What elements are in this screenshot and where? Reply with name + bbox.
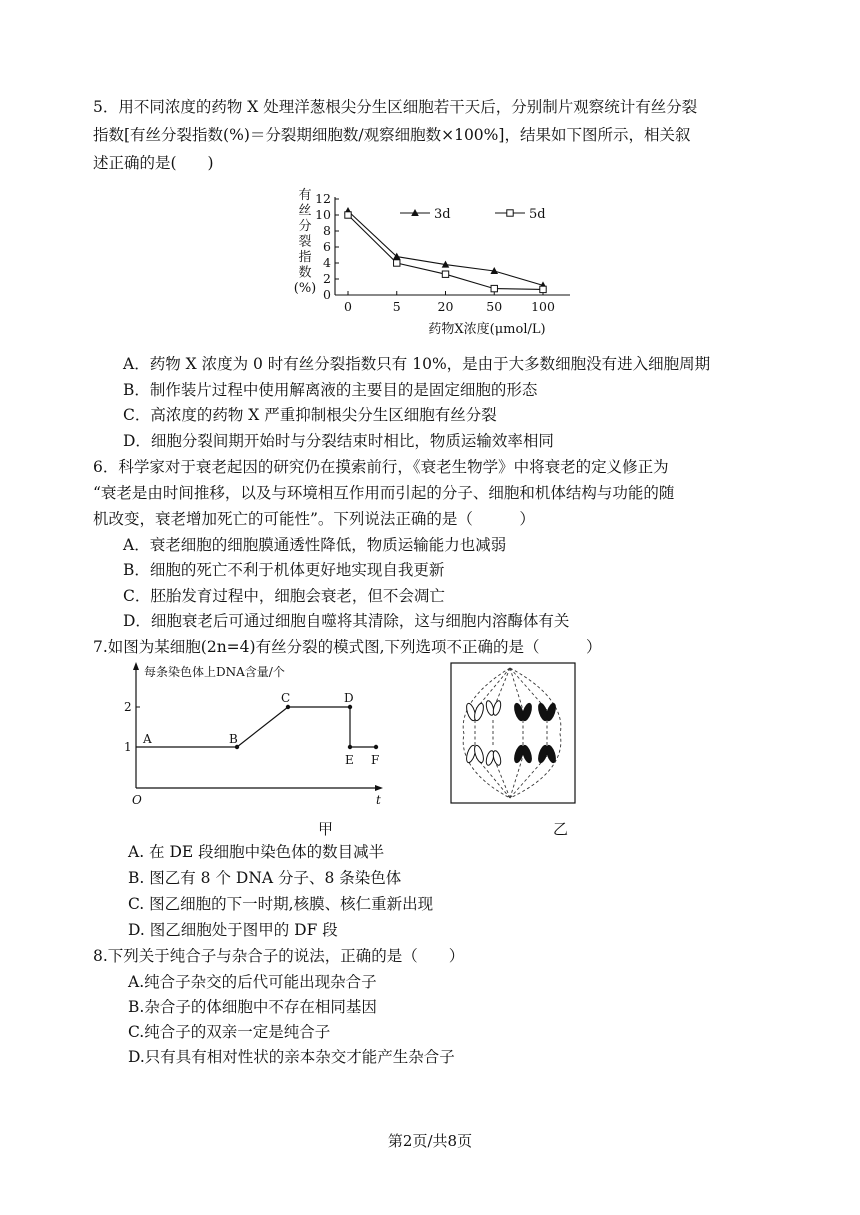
point-5d <box>394 260 400 266</box>
jia-ytick-2: 2 <box>124 700 132 714</box>
chart-x-tick-label: 20 <box>437 299 454 314</box>
point-b-label: B <box>229 732 238 746</box>
q8-stem: 8.下列关于纯合子与杂合子的说法，正确的是（ ） <box>93 947 465 965</box>
page-footer: 第2页/共8页 <box>387 1132 473 1150</box>
chart-ylabel-char: (%) <box>293 281 317 296</box>
chart-y-tick-label: 4 <box>323 255 331 270</box>
caption-yi: 乙 <box>553 820 569 838</box>
chart-x-axis <box>335 291 570 314</box>
chart-x-tick-label: 100 <box>531 299 555 314</box>
chart-xlabel: 药物X浓度(μmol/L) <box>428 322 546 337</box>
point-e-label: E <box>345 753 354 767</box>
chart-ylabel-char: 分 <box>298 219 312 234</box>
chart-ylabel-char: 丝 <box>298 203 312 219</box>
chart-y-tick-label: 10 <box>315 207 331 222</box>
q7-option-d: D. 图乙细胞处于图甲的 DF 段 <box>128 921 338 939</box>
chart-ylabel-char: 裂 <box>298 234 312 250</box>
chart-y-tick-label: 0 <box>323 287 331 302</box>
q7-option-c: C. 图乙细胞的下一时期,核膜、核仁重新出现 <box>128 895 434 913</box>
jia-ytick-1: 1 <box>124 740 132 754</box>
q7-stem: 7.如图为某细胞(2n=4)有丝分裂的模式图,下列选项不正确的是（ ） <box>93 638 602 656</box>
chart-x-tick-label: 0 <box>344 299 352 314</box>
chart-y-tick-label: 6 <box>323 239 331 254</box>
q5-option-c: C．高浓度的药物 X 严重抑制根尖分生区细胞有丝分裂 <box>123 406 497 424</box>
q8-option-b: B.杂合子的体细胞中不存在相同基因 <box>128 998 377 1016</box>
chart-ylabel-char: 指 <box>298 250 312 265</box>
chart-ylabel-char: 数 <box>298 265 312 281</box>
legend-marker-5d <box>507 210 513 216</box>
chart-ylabel <box>294 188 317 296</box>
chart-y-tick-label: 2 <box>323 271 331 286</box>
q5-option-b: B．制作装片过程中使用解离液的主要目的是固定细胞的形态 <box>123 381 538 399</box>
chart-legend <box>400 207 546 222</box>
q5-stem-line3: 述正确的是( ) <box>93 154 214 172</box>
q5-stem-line2: 指数[有丝分裂指数(%)＝分裂期细胞数/观察细胞数×100%]，结果如下图所示，相关叙 <box>93 126 691 144</box>
q8-option-a: A.纯合子杂交的后代可能出现杂合子 <box>128 973 377 991</box>
q6-option-b: B．细胞的死亡不利于机体更好地实现自我更新 <box>123 561 445 579</box>
point-5d <box>442 271 448 277</box>
chart-ylabel-char: 有 <box>298 188 312 203</box>
q7-option-b: B. 图乙有 8 个 DNA 分子、8 条染色体 <box>128 869 402 887</box>
legend-label-3d: 3d <box>434 207 451 222</box>
series-line-5d <box>348 215 543 289</box>
point-a-label: A <box>143 732 152 746</box>
chart-y-tick-label: 8 <box>323 223 331 238</box>
jia-xlabel: t <box>376 793 381 807</box>
q5-option-d: D．细胞分裂间期开始时与分裂结束时相比，物质运输效率相同 <box>123 432 554 450</box>
figure-jia-dna-graph <box>120 660 390 810</box>
point-f-label: F <box>371 753 380 767</box>
point-5d <box>491 285 497 291</box>
q7-option-a: A. 在 DE 段细胞中染色体的数目减半 <box>128 843 385 861</box>
point-d-label: D <box>344 691 354 705</box>
q6-option-a: A．衰老细胞的细胞膜通透性降低，物质运输能力也减弱 <box>123 536 507 554</box>
chart-y-tick-label: 12 <box>315 191 331 206</box>
q8-option-c: C.纯合子的双亲一定是纯合子 <box>128 1023 331 1041</box>
point-c-label: C <box>281 691 291 705</box>
chart-x-tick-label: 5 <box>392 299 401 314</box>
figure-yi-cell <box>450 662 576 804</box>
point-5d <box>540 286 546 292</box>
legend-label-5d: 5d <box>529 207 546 222</box>
q8-option-d: D.只有具有相对性状的亲本杂交才能产生杂合子 <box>128 1048 455 1066</box>
q6-stem-line2: “衰老是由时间推移，以及与环境相互作用而引起的分子、细胞和机体结构与功能的随 <box>93 484 675 502</box>
q6-stem-line3: 机改变，衰老增加死亡的可能性”。下列说法正确的是（ ） <box>93 510 535 528</box>
caption-jia: 甲 <box>318 820 334 838</box>
jia-ylabel: 每条染色体上DNA含量/个 <box>144 665 285 679</box>
q5-stem-line1: 5．用不同浓度的药物 X 处理洋葱根尖分生区细胞若干天后，分别制片观察统计有丝分裂 <box>93 98 698 116</box>
mitotic-index-chart <box>285 185 585 340</box>
q6-option-d: D．细胞衰老后可通过细胞自噬将其清除，这与细胞内溶酶体有关 <box>123 612 570 630</box>
jia-origin: O <box>132 793 142 807</box>
q5-option-a: A．药物 X 浓度为 0 时有丝分裂指数只有 10%，是由于大多数细胞没有进入细胞周期 <box>123 355 711 373</box>
point-5d <box>345 212 351 218</box>
chart-x-tick-label: 50 <box>486 299 503 314</box>
q6-stem-line1: 6．科学家对于衰老起因的研究仍在摸索前行，《衰老生物学》中将衰老的定义修正为 <box>93 458 669 476</box>
q6-option-c: C．胚胎发育过程中，细胞会衰老，但不会凋亡 <box>123 587 445 605</box>
chart-y-axis <box>315 191 339 302</box>
